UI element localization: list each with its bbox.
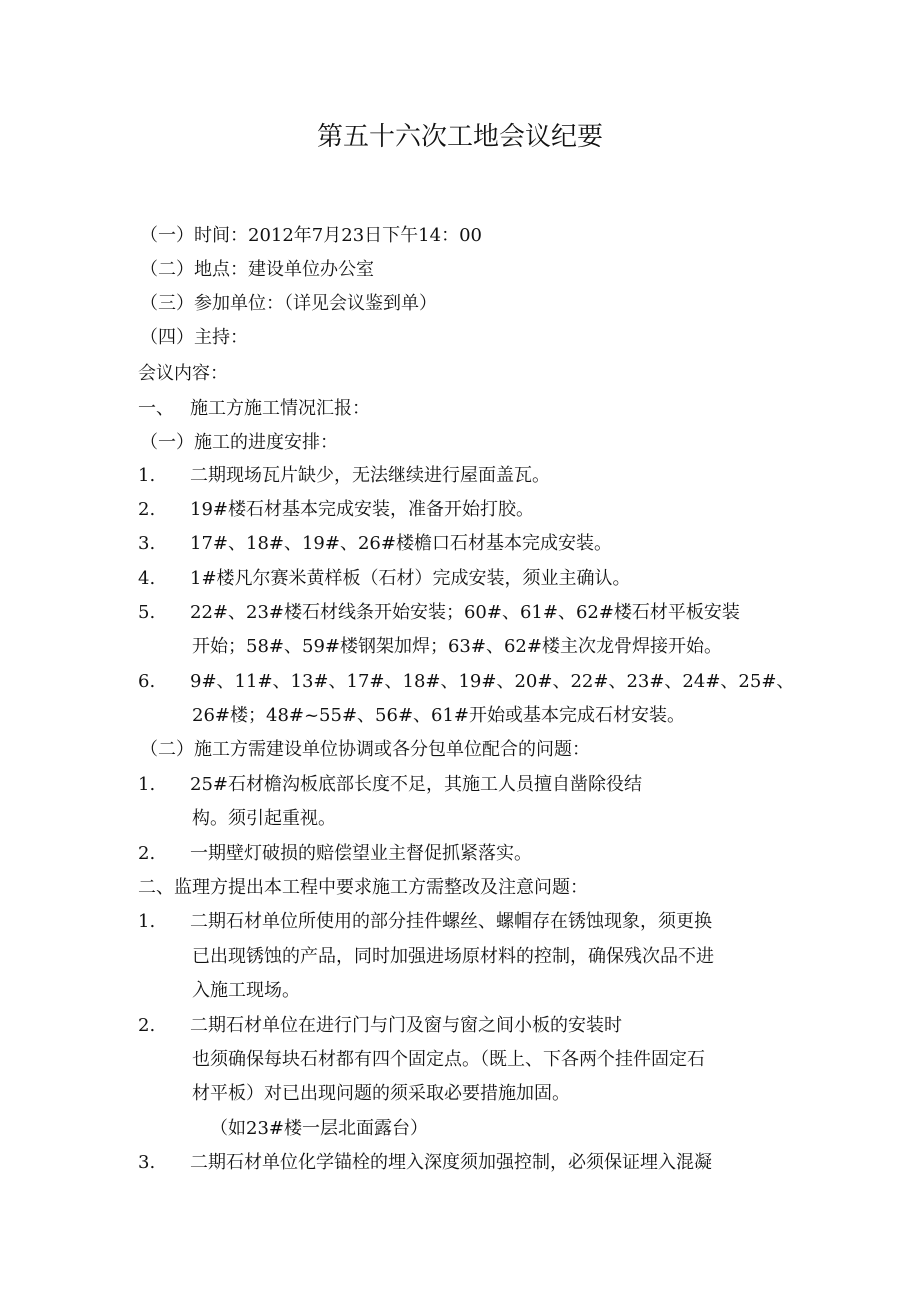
list-item-text: 二期现场瓦片缺少，无法继续进行屋面盖瓦。 [190, 465, 550, 486]
section1-sub1-heading: （一）施工的进度安排： [140, 432, 338, 453]
list-item-text: 9#、11#、13#、17#、18#、19#、20#、22#、23#、24#、25#、 [190, 671, 795, 692]
meeting-place: （二）地点：建设单位办公室 [140, 259, 374, 280]
list-item-text: 构。须引起重视。 [192, 808, 336, 829]
list-item-text: 1#楼凡尔赛米黄样板（石材）完成安装，须业主确认。 [190, 568, 631, 589]
section1-sub2-heading: （二）施工方需建设单位协调或各分包单位配合的问题： [140, 739, 590, 760]
list-item-text: 一期壁灯破损的赔偿望业主督促抓紧落实。 [190, 843, 532, 864]
list-item-text: 二期石材单位所使用的部分挂件螺丝、螺帽存在锈蚀现象，须更换 [190, 911, 712, 932]
list-item-text: 二期石材单位化学锚栓的埋入深度须加强控制，必须保证埋入混凝 [190, 1152, 712, 1173]
list-item-number: 2. [138, 843, 156, 864]
section2-heading: 二、监理方提出本工程中要求施工方需整改及注意问题： [138, 877, 588, 898]
list-item-text: 22#、23#楼石材线条开始安装；60#、61#、62#楼石材平板安装 [190, 602, 740, 623]
list-item-text: 二期石材单位在进行门与门及窗与窗之间小板的安装时 [190, 1015, 622, 1036]
list-item-text: 25#石材檐沟板底部长度不足，其施工人员擅自凿除役结 [190, 774, 642, 795]
page-title: 第五十六次工地会议纪要 [316, 122, 603, 152]
meeting-host: （四）主持： [140, 327, 248, 348]
list-item-text: 开始；58#、59#楼钢架加焊；63#、62#楼主次龙骨焊接开始。 [192, 636, 722, 657]
list-item-text: 材平板）对已出现问题的须采取必要措施加固。 [192, 1083, 570, 1104]
meeting-time: （一）时间：2012年7月23日下午14：00 [140, 225, 482, 246]
list-item-text: （如23#楼一层北面露台） [210, 1118, 428, 1139]
list-item-number: 1. [138, 774, 156, 795]
list-item-number: 3. [138, 1152, 156, 1173]
list-item-text: 也须确保每块石材都有四个固定点。（既上、下各两个挂件固定石 [192, 1049, 705, 1070]
list-item-number: 2. [138, 499, 156, 520]
list-item-text: 入施工现场。 [192, 980, 300, 1001]
list-item-text: 26#楼；48#~55#、56#、61#开始或基本完成石材安装。 [192, 705, 686, 726]
meeting-attendees: （三）参加单位：（详见会议鉴到单） [140, 293, 437, 314]
content-label: 会议内容： [138, 363, 228, 384]
section1-heading: 施工方施工情况汇报： [190, 398, 370, 419]
list-item-number: 4. [138, 568, 156, 589]
list-item-number: 3. [138, 533, 156, 554]
list-item-number: 5. [138, 602, 156, 623]
section1-heading-num: 一、 [138, 398, 174, 419]
list-item-number: 1. [138, 465, 156, 486]
list-item-number: 2. [138, 1015, 156, 1036]
list-item-text: 19#楼石材基本完成安装，准备开始打胶。 [190, 499, 534, 520]
list-item-number: 6. [138, 671, 156, 692]
list-item-text: 17#、18#、19#、26#楼檐口石材基本完成安装。 [190, 533, 612, 554]
list-item-number: 1. [138, 911, 156, 932]
list-item-text: 已出现锈蚀的产品，同时加强进场原材料的控制，确保残次品不进 [192, 946, 714, 967]
